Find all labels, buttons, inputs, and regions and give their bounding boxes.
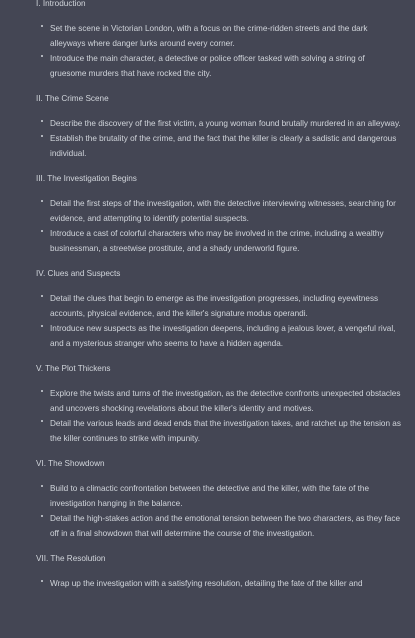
bullet-item: Detail the first steps of the investigation, with the detective interviewing witnesses, searching for evidence, and attempting to identify potential suspects. [50, 196, 405, 226]
bullet-item: Introduce a cast of colorful characters who may be involved in the crime, including a wealthy businessman, a streetwise prostitute, and a shady underworld figure. [50, 226, 405, 256]
bullet-list [36, 481, 405, 541]
bullet-item: Detail the clues that begin to emerge as the investigation progresses, including eyewitness accounts, physical evidence, and the killer's signature modus operandi. [50, 291, 405, 321]
section-clues-and-suspects [36, 268, 405, 351]
bullet-item: Detail the various leads and dead ends that the investigation takes, and ratchet up the tension as the killer continues to strike with impunity. [50, 416, 405, 446]
section-plot-thickens [36, 363, 405, 446]
bullet-list [36, 386, 405, 446]
bullet-item: Introduce new suspects as the investigation deepens, including a jealous lover, a vengeful rival, and a mysterious stranger who seems to have a hidden agenda. [50, 321, 405, 351]
bullet-item: Detail the high-stakes action and the emotional tension between the two characters, as they face off in a final showdown that will determine the course of the investigation. [50, 511, 405, 541]
section-title: V. The Plot Thickens [36, 364, 111, 373]
section-investigation-begins [36, 173, 405, 256]
section-showdown [36, 458, 405, 541]
bullet-item: Wrap up the investigation with a satisfying resolution, detailing the fate of the killer and [50, 576, 405, 591]
section-title: II. The Crime Scene [36, 94, 109, 103]
bullet-list [36, 576, 405, 591]
bullet-list [36, 116, 405, 161]
bullet-list [36, 21, 405, 81]
bullet-item: Build to a climactic confrontation between the detective and the killer, with the fate of the investigation hanging in the balance. [50, 481, 405, 511]
bullet-list [36, 291, 405, 351]
section-title: IV. Clues and Suspects [36, 269, 121, 278]
bullet-item: Introduce the main character, a detective or police officer tasked with solving a string of gruesome murders that have rocked the city. [50, 51, 405, 81]
bullet-item: Establish the brutality of the crime, and the fact that the killer is clearly a sadistic and dangerous individual. [50, 131, 405, 161]
bullet-list [36, 196, 405, 256]
bullet-item: Describe the discovery of the first victim, a young woman found brutally murdered in an alleyway. [50, 116, 405, 131]
section-title: III. The Investigation Begins [36, 174, 137, 183]
section-resolution [36, 553, 405, 591]
section-introduction [36, 0, 405, 81]
bottom-fade-overlay [0, 618, 415, 638]
bullet-item: Explore the twists and turns of the investigation, as the detective confronts unexpected obstacles and uncovers shocking revelations about the killer's identity and motives. [50, 386, 405, 416]
section-crime-scene [36, 93, 405, 161]
bullet-item: Set the scene in Victorian London, with a focus on the crime-ridden streets and the dark alleyways where danger lurks around every corner. [50, 21, 405, 51]
section-title: I. Introduction [36, 0, 86, 8]
section-title: VII. The Resolution [36, 554, 106, 563]
section-title: VI. The Showdown [36, 459, 105, 468]
